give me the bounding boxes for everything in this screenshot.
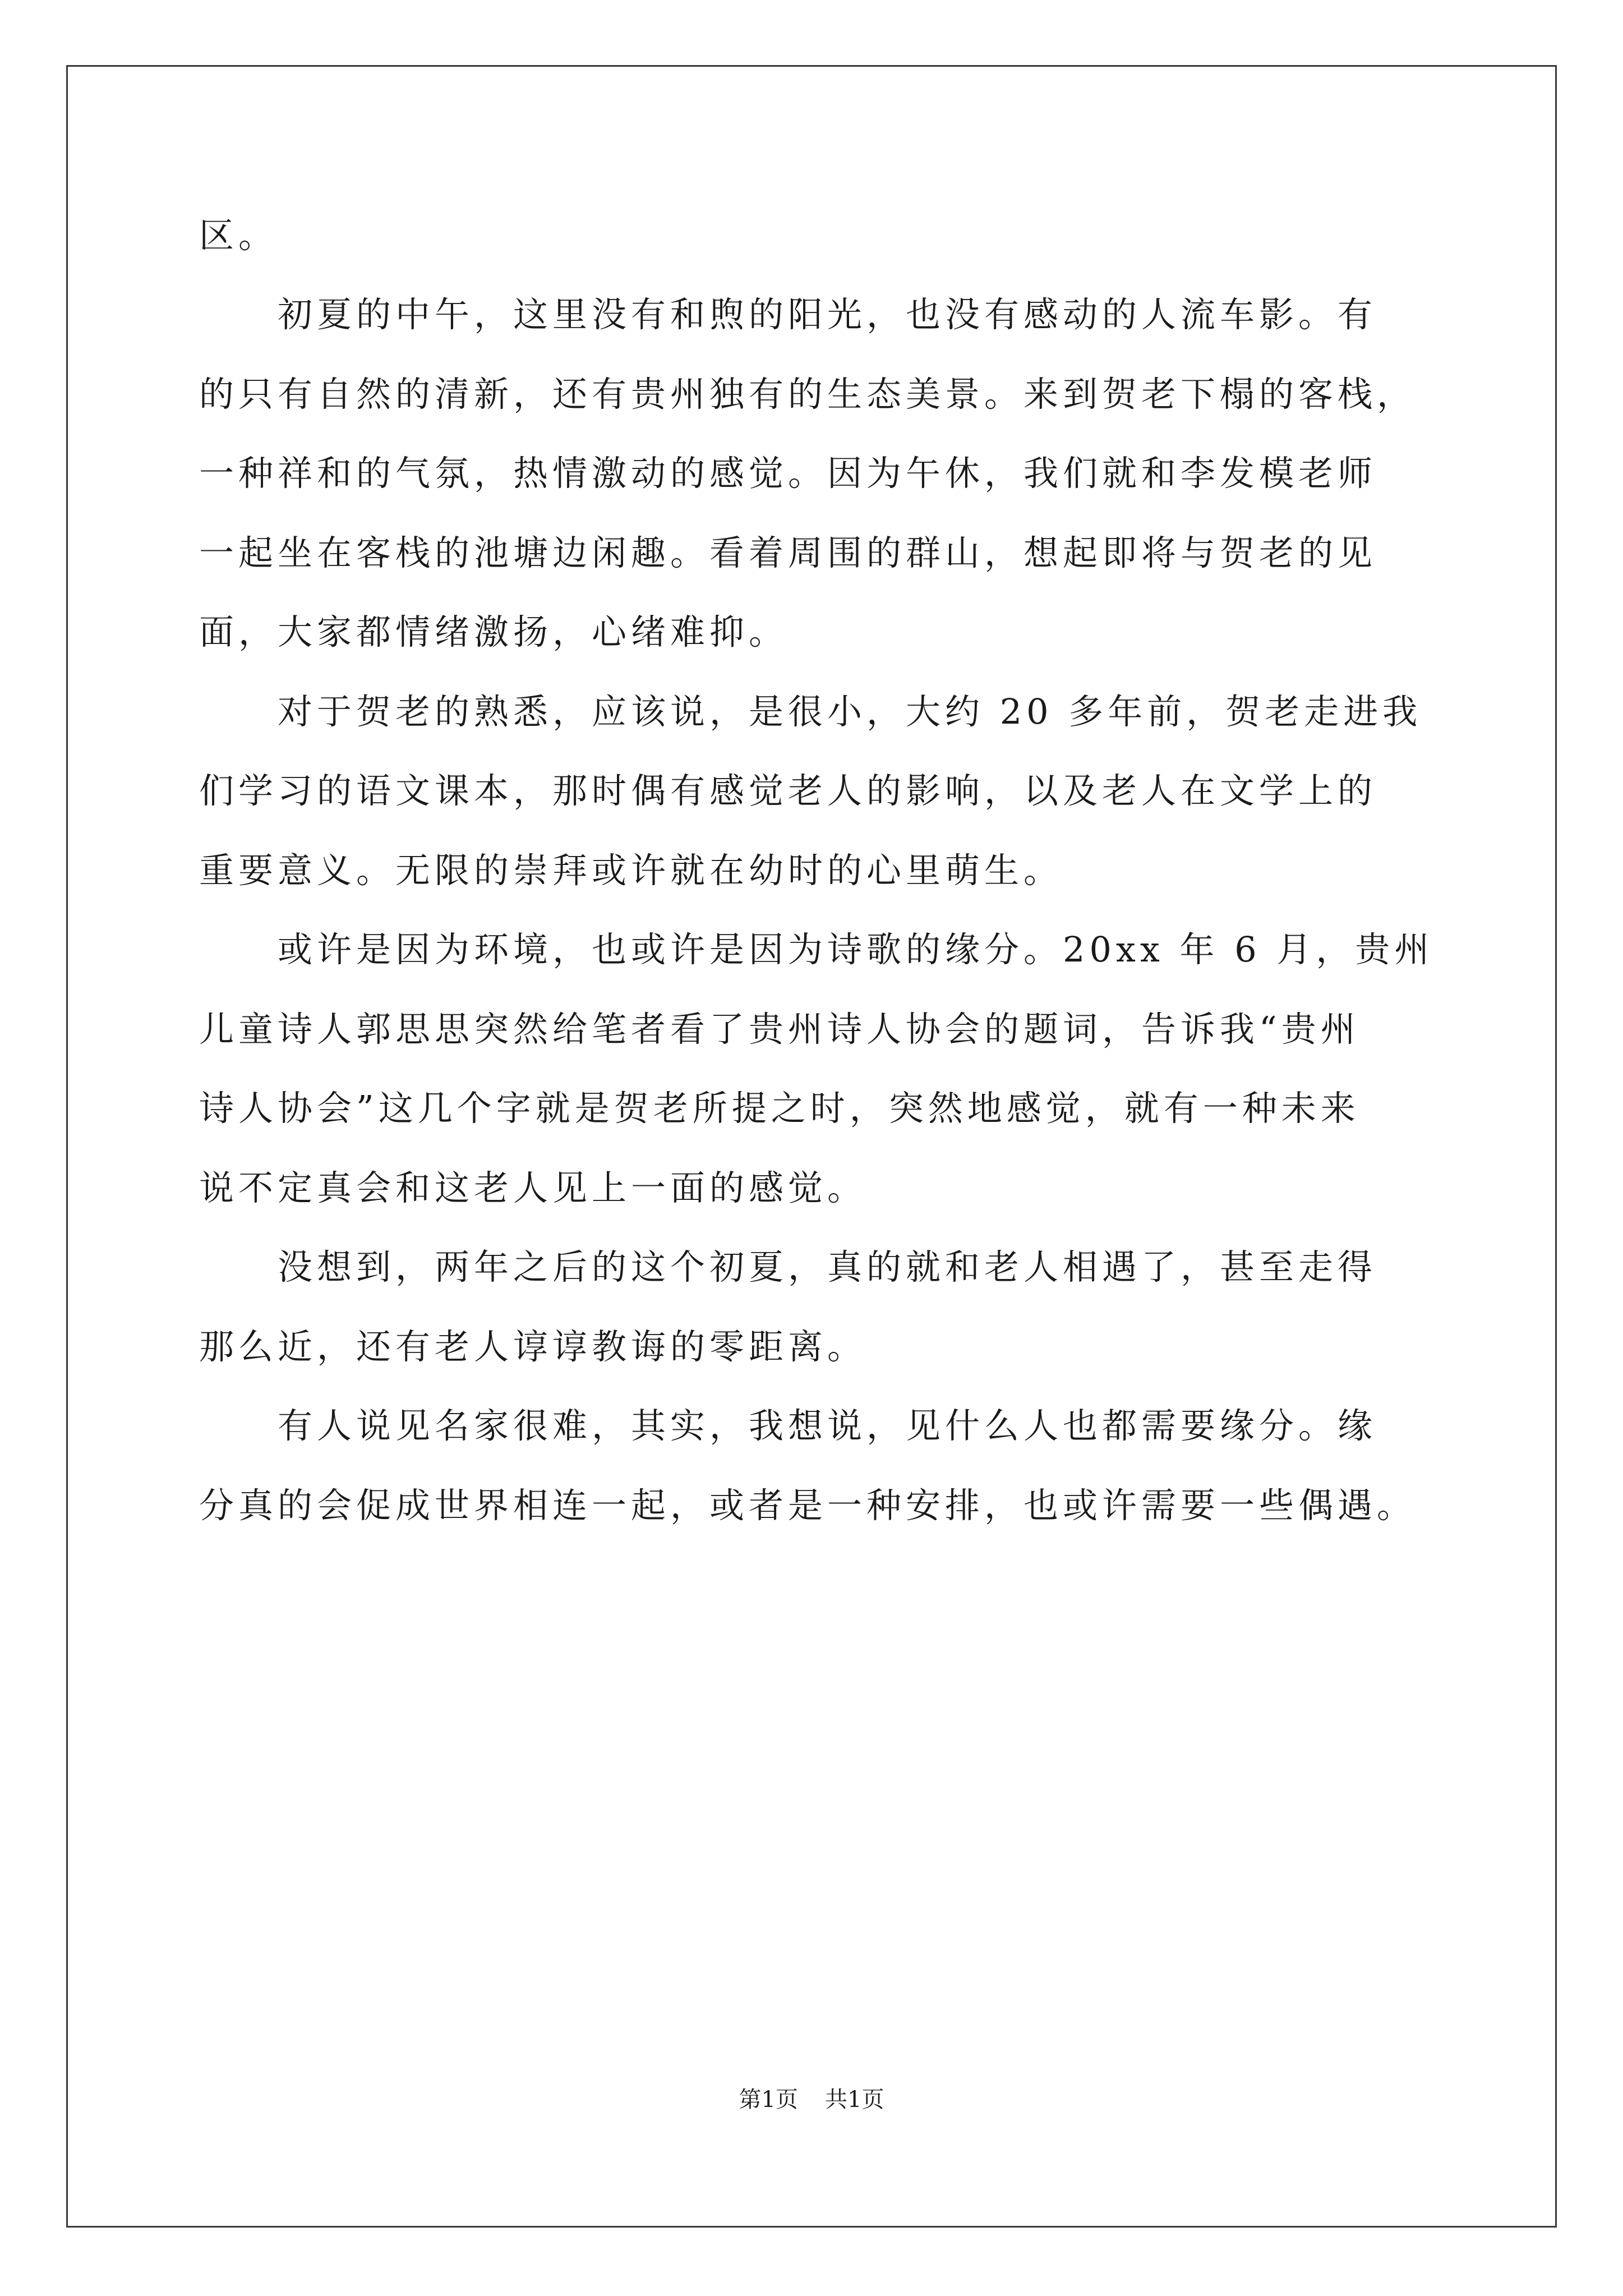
text-line: 重要意义。无限的崇拜或许就在幼时的心里萌生。 <box>199 850 1063 891</box>
text-line: 一种祥和的气氛，热情激动的感觉。因为午休，我们就和李发模老师 <box>199 453 1377 494</box>
text-line: 们学习的语文课本，那时偶有感觉老人的影响，以及老人在文学上的 <box>199 770 1377 811</box>
paragraph-first-line: 或许是因为环境，也或许是因为诗歌的缘分。20xx 年 6 月，贵州 <box>278 929 1434 970</box>
text-line: 诗人协会”这几个字就是贺老所提之时，突然地感觉，就有一种未来 <box>199 1088 1360 1129</box>
page-number: 第1页 <box>739 2087 798 2113</box>
text-line: 儿童诗人郭思思突然给笔者看了贵州诗人协会的题词，告诉我“贵州 <box>199 1009 1360 1050</box>
text-line: 区。 <box>199 215 278 256</box>
text-line: 的只有自然的清新，还有贵州独有的生态美景。来到贺老下榻的客栈， <box>199 374 1417 415</box>
paragraph-first-line: 初夏的中午，这里没有和煦的阳光，也没有感动的人流车影。有 <box>278 294 1377 335</box>
text-line: 那么近，还有老人谆谆教诲的零距离。 <box>199 1326 867 1367</box>
paragraph-first-line: 有人说见名家很难，其实，我想说，见什么人也都需要缘分。缘 <box>278 1405 1377 1446</box>
paragraph-first-line: 没想到，两年之后的这个初夏，真的就和老人相遇了，甚至走得 <box>278 1246 1377 1287</box>
page-footer <box>0 2086 1623 2114</box>
text-line: 一起坐在客栈的池塘边闲趣。看着周围的群山，想起即将与贺老的见 <box>199 532 1377 573</box>
text-line: 分真的会促成世界相连一起，或者是一种安排，也或许需要一些偶遇。 <box>199 1485 1417 1526</box>
page-total: 共1页 <box>825 2087 884 2113</box>
text-line: 说不定真会和这老人见上一面的感觉。 <box>199 1167 867 1208</box>
text-line: 面，大家都情绪激扬，心绪难抑。 <box>199 611 789 652</box>
paragraph-first-line: 对于贺老的熟悉，应该说，是很小，大约 20 多年前，贺老走进我 <box>278 691 1422 732</box>
